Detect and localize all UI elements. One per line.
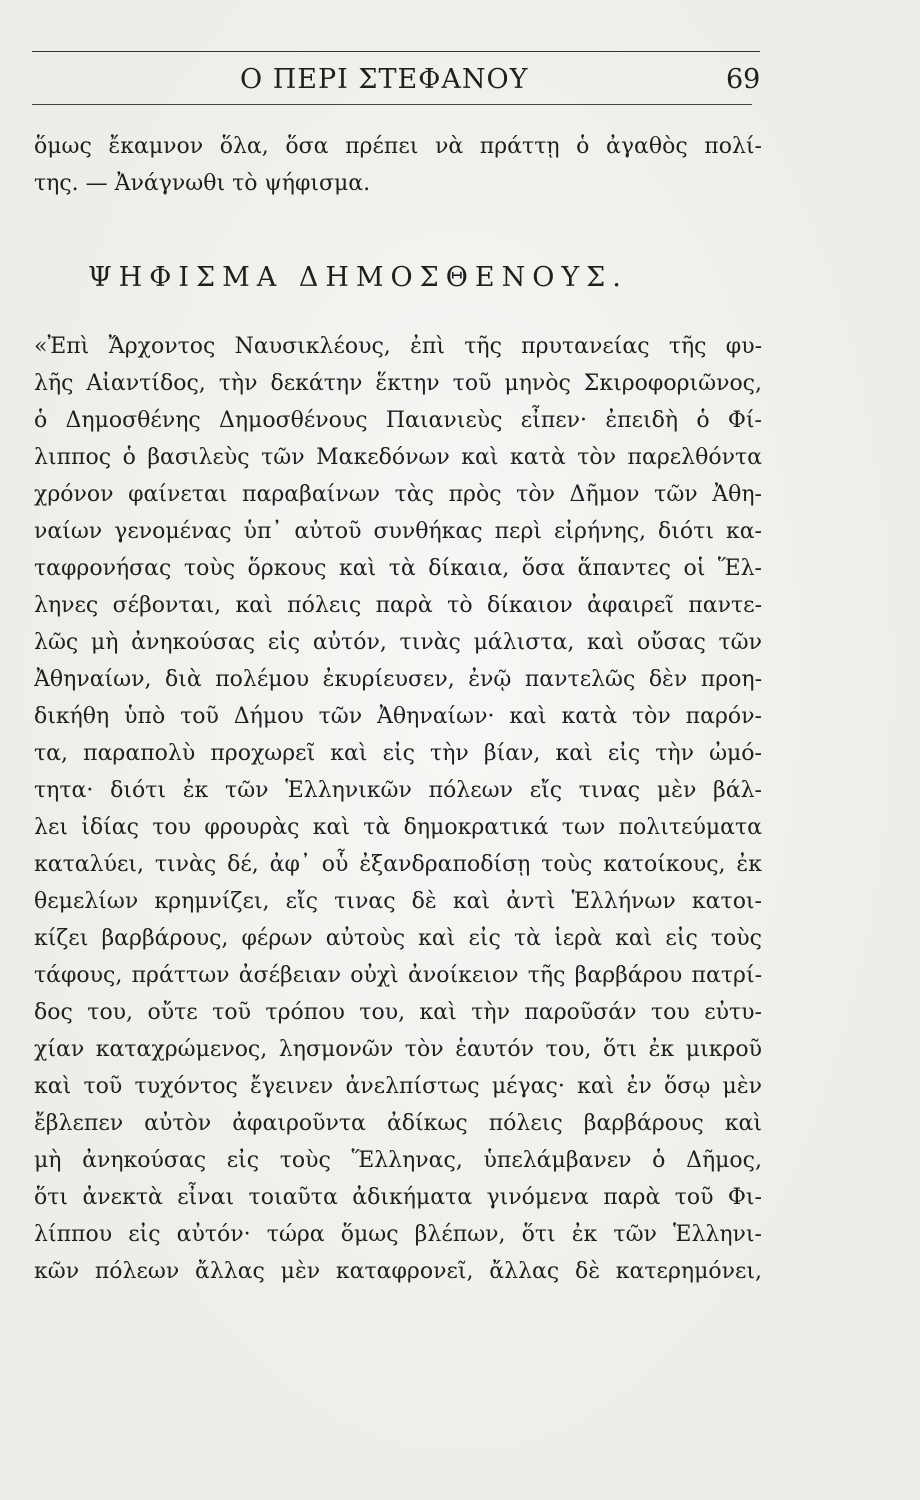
text-line: ναίων γενομένας ὑπ᾽ αὐτοῦ συνθήκας περὶ εἰρήνης, διότι κα- bbox=[34, 519, 762, 544]
text-line: κῶν πόλεων ἄλλας μὲν καταφρονεῖ, ἄλλας δὲ κατερημόνει, bbox=[34, 1259, 762, 1284]
text-line: ληνες σέβονται, καὶ πόλεις παρὰ τὸ δίκαιον ἀφαιρεῖ παντε- bbox=[34, 593, 762, 618]
text-line: χίαν καταχρώμενος, λησμονῶν τὸν ἑαυτόν του, ὅτι ἐκ μικροῦ bbox=[34, 1037, 762, 1062]
running-title: Ο ΠΕΡΙ ΣΤΕΦΑΝΟΥ bbox=[240, 64, 529, 95]
text-line: λει ἰδίας του φρουρὰς καὶ τὰ δημοκρατικά των πολιτεύματα bbox=[34, 815, 762, 840]
decree-body bbox=[34, 328, 762, 1290]
text-line: δος του, οὔτε τοῦ τρόπου του, καὶ τὴν παροῦσάν του εὐτυ- bbox=[34, 1000, 762, 1025]
header-rule bbox=[32, 104, 752, 105]
text-line: ἔβλεπεν αὐτὸν ἀφαιροῦντα ἀδίκως πόλεις βαρβάρους καὶ bbox=[34, 1111, 762, 1136]
text-line: μὴ ἀνηκούσας εἰς τοὺς Ἕλληνας, ὑπελάμβανεν ὁ Δῆμος, bbox=[34, 1148, 762, 1173]
text-line: τάφους, πράττων ἀσέβειαν οὐχὶ ἀνοίκειον τῆς βαρβάρου πατρί- bbox=[34, 963, 762, 988]
text-line: ὅτι ἀνεκτὰ εἶναι τοιαῦτα ἀδικήματα γινόμενα παρὰ τοῦ Φι- bbox=[34, 1185, 762, 1210]
text-line: χρόνον φαίνεται παραβαίνων τὰς πρὸς τὸν Δῆμον τῶν Ἀθη- bbox=[34, 482, 762, 507]
text-line: ὁ Δημοσθένης Δημοσθένους Παιανιεὺς εἶπεν· ἐπειδὴ ὁ Φί- bbox=[34, 408, 762, 433]
text-line: λίππου εἰς αὐτόν· τώρα ὅμως βλέπων, ὅτι ἐκ τῶν Ἑλληνι- bbox=[34, 1222, 762, 1247]
text-line: δικήθη ὑπὸ τοῦ Δήμου τῶν Ἀθηναίων· καὶ κατὰ τὸν παρόν- bbox=[34, 704, 762, 729]
text-line: «Ἐπὶ Ἄρχοντος Ναυσικλέους, ἐπὶ τῆς πρυτανείας τῆς φυ- bbox=[34, 334, 762, 359]
text-line: Ἀθηναίων, διὰ πολέμου ἐκυρίευσεν, ἐνῷ παντελῶς δὲν προη- bbox=[34, 667, 762, 692]
text-line: τα, παραπολὺ προχωρεῖ καὶ εἰς τὴν βίαν, καὶ εἰς τὴν ὠμό- bbox=[34, 741, 762, 766]
text-line: θεμελίων κρημνίζει, εἴς τινας δὲ καὶ ἀντὶ Ἑλλήνων κατοι- bbox=[34, 889, 762, 914]
text-line: καὶ τοῦ τυχόντος ἔγεινεν ἀνελπίστως μέγας· καὶ ἐν ὅσῳ μὲν bbox=[34, 1074, 762, 1099]
text-line: λιππος ὁ βασιλεὺς τῶν Μακεδόνων καὶ κατὰ τὸν παρελθόντα bbox=[34, 445, 762, 470]
decree-heading: ΨΗΦΙΣΜΑ ΔΗΜΟΣΘΕΝΟΥΣ. bbox=[88, 262, 628, 293]
text-line: λῆς Αἰαντίδος, τὴν δεκάτην ἕκτην τοῦ μηνὸς Σκιροφοριῶνος, bbox=[34, 371, 762, 396]
text-line: λῶς μὴ ἀνηκούσας εἰς αὐτόν, τινὰς μάλιστα, καὶ οὔσας τῶν bbox=[34, 630, 762, 655]
page-number: 69 bbox=[726, 64, 761, 95]
running-head bbox=[0, 60, 920, 100]
text-line: ταφρονήσας τοὺς ὅρκους καὶ τὰ δίκαια, ὅσα ἅπαντες οἱ Ἕλ- bbox=[34, 556, 762, 581]
text-line: τητα· διότι ἐκ τῶν Ἑλληνικῶν πόλεων εἴς τινας μὲν βάλ- bbox=[34, 778, 762, 803]
top-rule bbox=[32, 51, 760, 52]
text-line: της. — Ἀνάγνωθι τὸ ψήφισμα. bbox=[34, 171, 371, 196]
intro-text bbox=[34, 128, 762, 202]
text-line: κίζει βαρβάρους, φέρων αὐτοὺς καὶ εἰς τὰ ἱερὰ καὶ εἰς τοὺς bbox=[34, 926, 762, 951]
text-line: καταλύει, τινὰς δέ, ἀφ᾽ οὗ ἐξανδραποδίσῃ τοὺς κατοίκους, ἐκ bbox=[34, 852, 762, 877]
text-line: ὅμως ἔκαμνον ὅλα, ὅσα πρέπει νὰ πράττῃ ὁ ἀγαθὸς πολί- bbox=[34, 134, 762, 159]
